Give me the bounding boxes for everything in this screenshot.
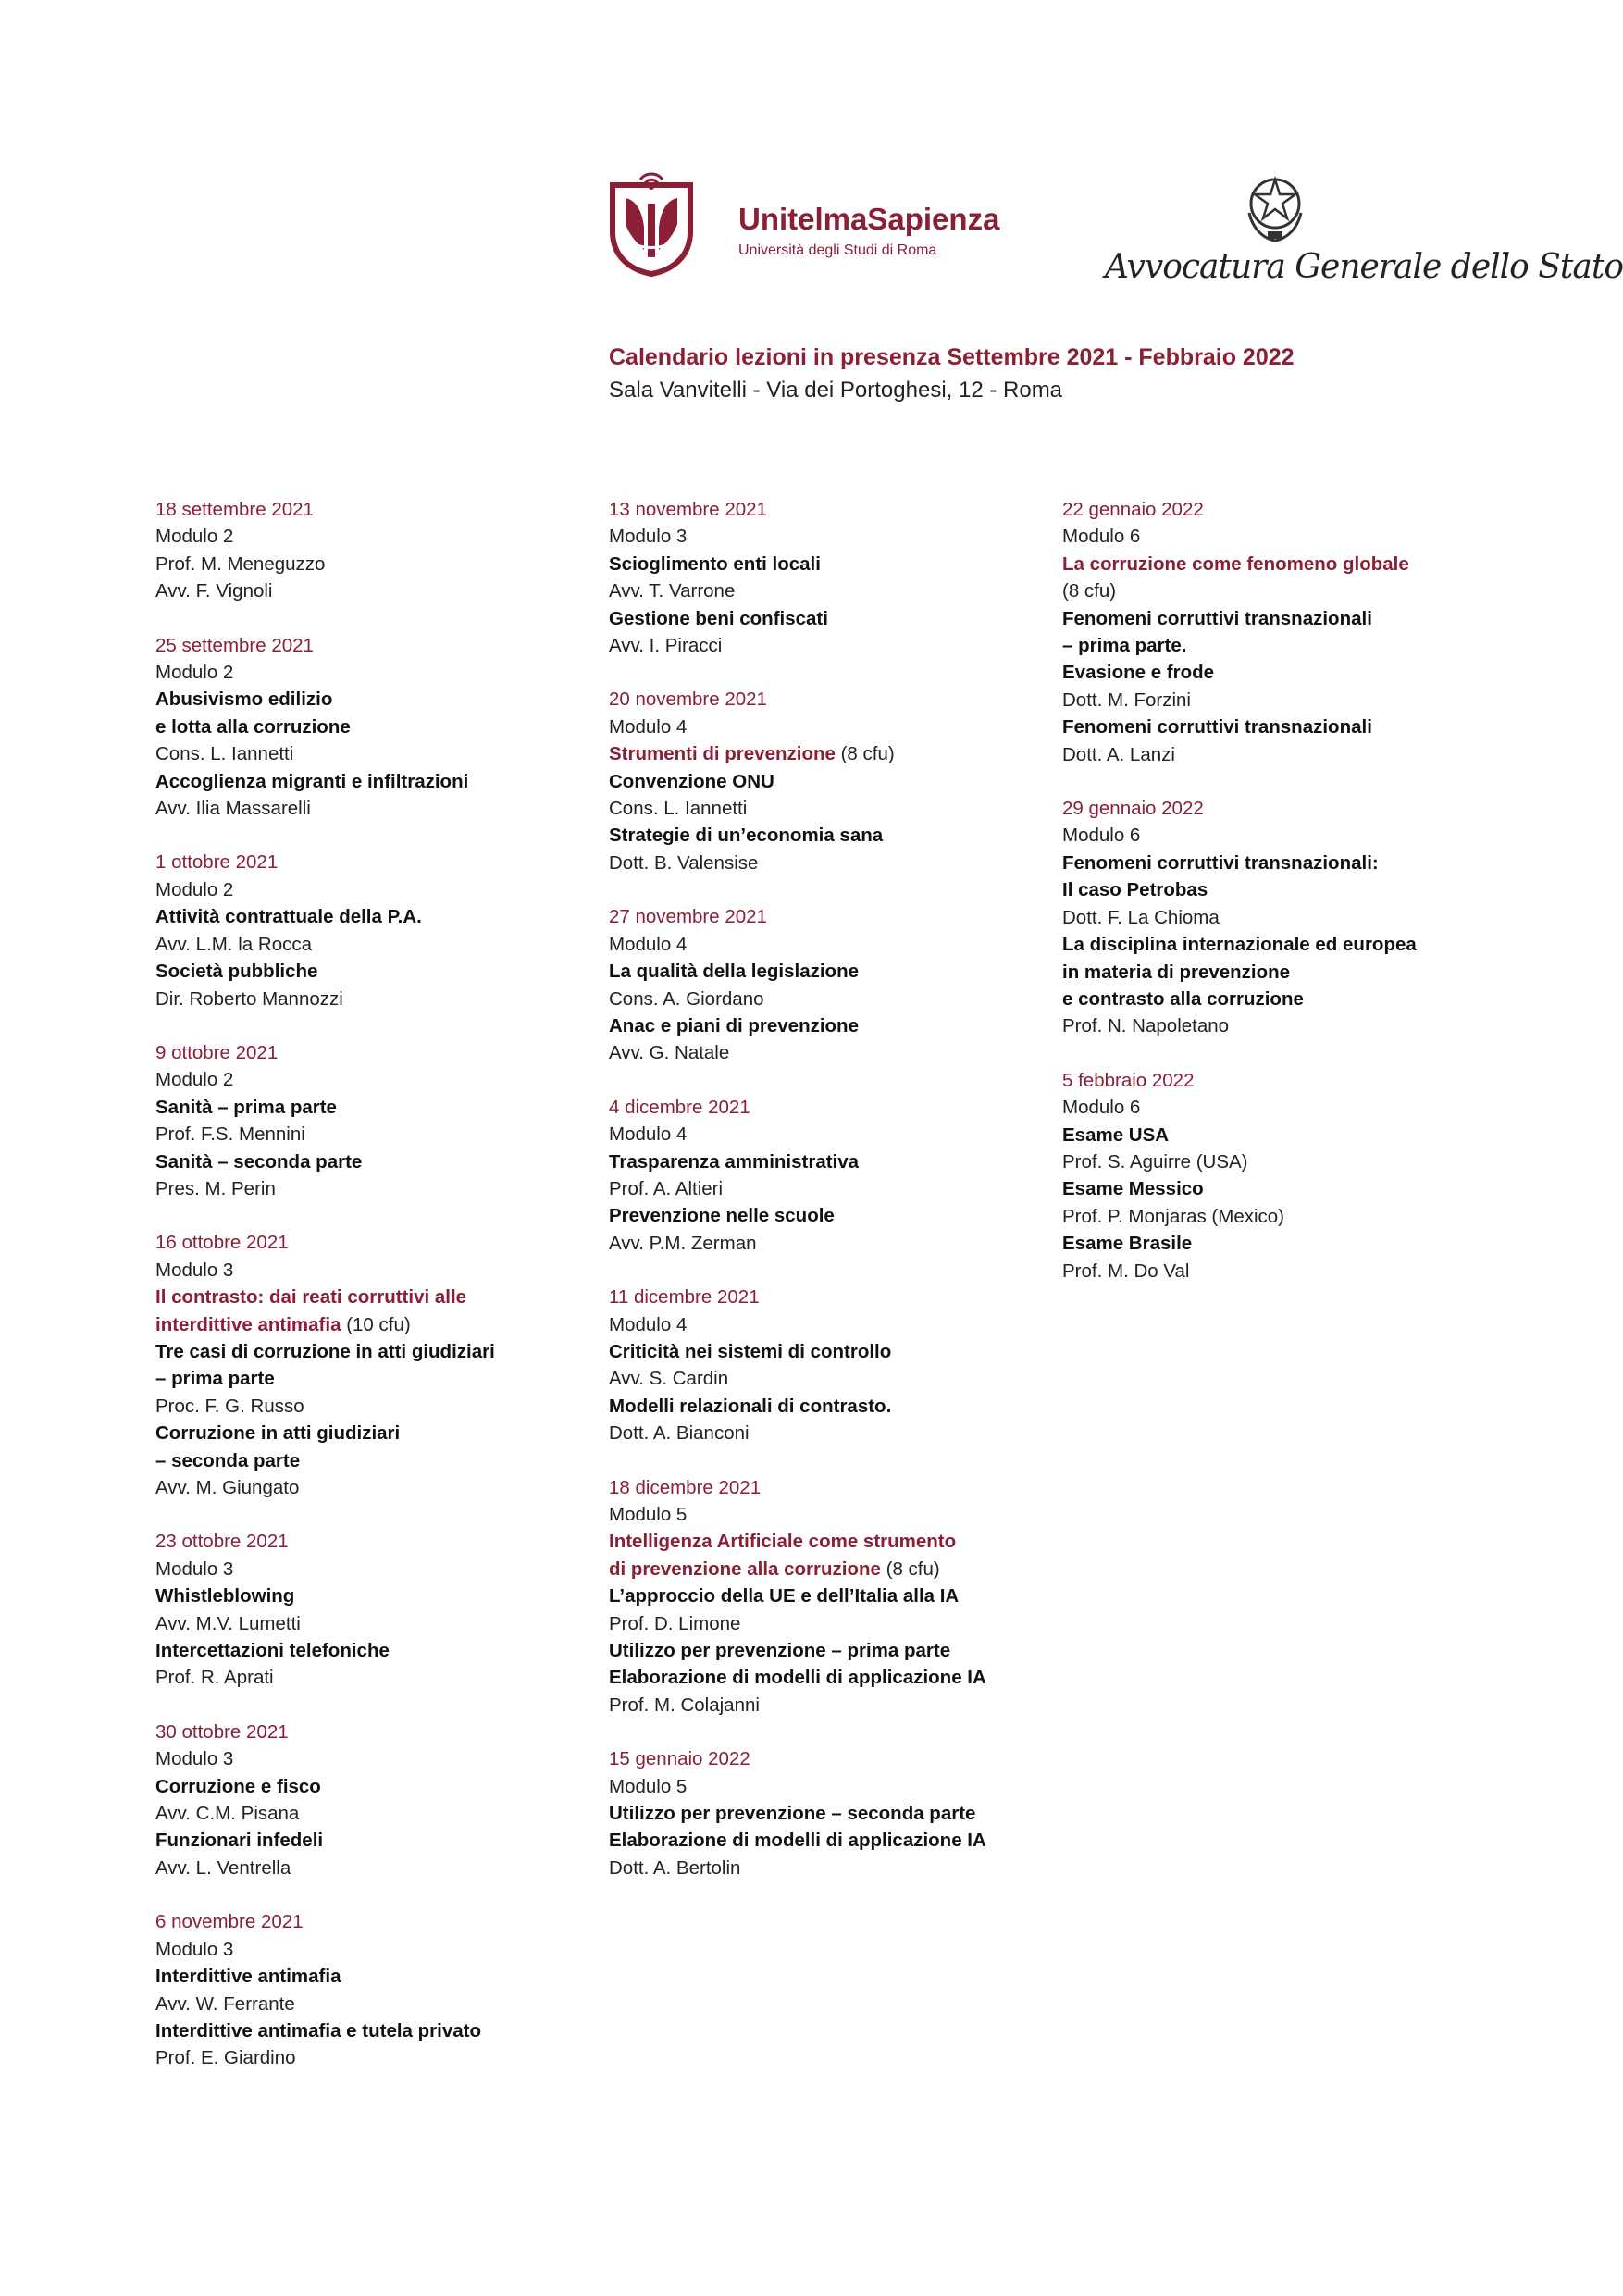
line-text: La disciplina internazionale ed europea [1062, 934, 1417, 956]
line-text: Modulo 2 [155, 1069, 234, 1091]
entry-detail [155, 523, 581, 550]
line-text: Abusivismo edilizio [155, 689, 333, 711]
line-text: Modulo 4 [609, 715, 688, 738]
line-text: Strumenti di prevenzione [609, 743, 836, 765]
lesson-title [1062, 931, 1488, 958]
line-text: Esame Brasile [1062, 1233, 1193, 1255]
lesson-title [609, 1393, 1035, 1420]
entry-detail [155, 876, 581, 903]
line-text: Esame USA [1062, 1123, 1170, 1146]
entry-detail [609, 795, 1035, 822]
line-text: – prima parte. [1062, 635, 1187, 657]
line-text: Intercettazioni telefoniche [155, 1640, 390, 1662]
schedule-entry [609, 1745, 1035, 1881]
line-text: Dott. A. Bertolin [609, 1856, 741, 1879]
line-text: Strategie di un’economia sana [609, 825, 884, 847]
shield-icon [605, 167, 698, 278]
lesson-title [155, 1420, 581, 1446]
module-title [609, 1556, 1035, 1582]
emblem-icon [1240, 167, 1310, 247]
lesson-title [1062, 1175, 1488, 1202]
entry-date: 9 ottobre 2021 [155, 1041, 279, 1063]
entry-detail [155, 1066, 581, 1093]
line-text: Società pubbliche [155, 961, 318, 983]
entry-date: 13 novembre 2021 [609, 499, 767, 520]
line-text: Modulo 2 [155, 526, 234, 548]
entry-detail [155, 1175, 581, 1202]
line-text: Trasparenza amministrativa [609, 1150, 860, 1173]
page-header [0, 0, 1623, 426]
line-text: Anac e piani di prevenzione [609, 1014, 859, 1036]
entry-detail [155, 1121, 581, 1148]
line-text: Modulo 3 [609, 526, 688, 548]
entry-date: 1 ottobre 2021 [155, 851, 279, 874]
schedule-column-1 [155, 496, 581, 2099]
module-title [155, 1311, 581, 1338]
schedule-entry [155, 496, 581, 605]
university-name: UnitelmaSapienza [738, 202, 1000, 236]
entry-detail [155, 931, 581, 958]
line-text: Modulo 5 [609, 1504, 688, 1525]
line-text: Prof. P. Monjaras (Mexico) [1062, 1205, 1285, 1227]
entry-detail [155, 1664, 581, 1691]
entry-detail [1062, 1203, 1488, 1230]
entry-detail [1062, 741, 1488, 768]
schedule-entry [609, 903, 1035, 1066]
entry-detail [155, 1610, 581, 1637]
page-subtitle: Sala Vanvitelli - Via dei Portoghesi, 12 - Roma [609, 378, 1063, 403]
entry-detail [1062, 904, 1488, 931]
entry-detail [609, 714, 1035, 740]
line-text: in materia di prevenzione [1062, 961, 1291, 983]
entry-detail [155, 1800, 581, 1827]
line-text: Fenomeni corruttivi transnazionali [1062, 716, 1372, 738]
entry-detail [155, 1257, 581, 1284]
entry-date: 15 gennaio 2022 [609, 1748, 750, 1770]
lesson-title [609, 1637, 1035, 1664]
entry-detail [609, 1610, 1035, 1637]
line-text: Corruzione in atti giudiziari [155, 1422, 401, 1445]
line-text: Avv. M.V. Lumetti [155, 1612, 301, 1634]
entry-date: 22 gennaio 2022 [1062, 499, 1204, 520]
entry-detail [609, 632, 1035, 659]
entry-detail [1062, 1258, 1488, 1285]
line-text: Prof. M. Do Val [1062, 1260, 1190, 1282]
entry-detail [155, 1393, 581, 1420]
schedule-entry [609, 1284, 1035, 1446]
entry-detail [609, 1420, 1035, 1446]
schedule-entry [155, 1719, 581, 1881]
module-title [609, 740, 1035, 767]
line-text: La corruzione come fenomeno globale [1062, 552, 1409, 575]
line-text: Avv. P.M. Zerman [609, 1232, 757, 1254]
line-text: Modulo 4 [609, 1123, 688, 1146]
line-text: Tre casi di corruzione in atti giudiziari [155, 1340, 495, 1362]
republic-emblem-icon [1240, 167, 1310, 242]
lesson-title [609, 1582, 1035, 1609]
schedule-entry [609, 1094, 1035, 1257]
entry-detail [155, 795, 581, 822]
lesson-title [609, 1148, 1035, 1175]
line-text: Interdittive antimafia [155, 1966, 341, 1988]
line-text: Avv. W. Ferrante [155, 1992, 295, 2015]
line-text: Prof. M. Colajanni [609, 1694, 760, 1716]
lesson-title [155, 686, 581, 713]
line-text: Prof. E. Giardino [155, 2047, 296, 2069]
entry-detail [609, 1773, 1035, 1800]
lesson-title [609, 1800, 1035, 1827]
entry-date: 11 dicembre 2021 [609, 1286, 760, 1309]
line-text: Elaborazione di modelli di applicazione IA [609, 1667, 986, 1689]
lesson-title [609, 1202, 1035, 1229]
schedule-entry [155, 1039, 581, 1202]
line-text: Cons. L. Iannetti [609, 798, 748, 820]
line-text: Utilizzo per prevenzione – seconda parte [609, 1803, 976, 1825]
line-text: Avv. G. Natale [609, 1042, 730, 1064]
line-text: Whistleblowing [155, 1585, 295, 1607]
lesson-title [155, 1365, 581, 1392]
entry-detail [155, 1991, 581, 2017]
entry-detail [609, 523, 1035, 550]
entry-detail [609, 1039, 1035, 1066]
module-title [1062, 551, 1488, 577]
line-text: Attività contrattuale della P.A. [155, 906, 422, 928]
entry-detail [609, 577, 1035, 604]
lesson-title [1062, 986, 1488, 1012]
entry-detail [609, 931, 1035, 958]
schedule-entry [155, 1528, 581, 1691]
entry-date: 5 febbraio 2022 [1062, 1069, 1195, 1091]
lesson-title [1062, 605, 1488, 632]
line-text: di prevenzione alla corruzione [609, 1558, 881, 1580]
line-text: Prof. R. Aprati [155, 1667, 274, 1689]
entry-date: 18 dicembre 2021 [609, 1476, 762, 1498]
entry-detail [1062, 577, 1488, 604]
entry-detail [1062, 1012, 1488, 1039]
schedule-entry [1062, 1067, 1488, 1285]
entry-date: 27 novembre 2021 [609, 906, 767, 928]
lesson-title [1062, 876, 1488, 903]
entry-detail [1062, 687, 1488, 714]
entry-date: 20 novembre 2021 [609, 689, 767, 711]
credits-label: (10 cfu) [341, 1313, 411, 1335]
entry-detail [155, 740, 581, 767]
lesson-title [155, 768, 581, 795]
line-text: Avv. L.M. la Rocca [155, 933, 312, 955]
line-text: Avv. T. Varrone [609, 580, 736, 602]
line-text: Modulo 3 [155, 1938, 234, 1960]
entry-detail [609, 1311, 1035, 1338]
lesson-title [609, 822, 1035, 849]
lesson-title [609, 1012, 1035, 1039]
line-text: Modulo 6 [1062, 526, 1141, 548]
line-text: Prof. M. Meneguzzo [155, 552, 326, 575]
entry-date: 18 settembre 2021 [155, 499, 314, 520]
lesson-title [1062, 1230, 1488, 1257]
line-text: Pres. M. Perin [155, 1177, 276, 1199]
line-text: Cons. A. Giordano [609, 987, 764, 1010]
lesson-title [1062, 632, 1488, 659]
schedule-entry [609, 496, 1035, 659]
line-text: Sanità – prima parte [155, 1096, 337, 1118]
line-text: Esame Messico [1062, 1178, 1204, 1200]
line-text: Modulo 4 [609, 933, 688, 955]
lesson-title [609, 605, 1035, 632]
entry-detail [609, 1230, 1035, 1257]
entry-detail [1062, 523, 1488, 550]
line-text: Avv. I. Piracci [609, 635, 723, 657]
entry-detail [155, 551, 581, 577]
line-text: Avv. L. Ventrella [155, 1856, 291, 1879]
lesson-title [155, 1963, 581, 1990]
line-text: Prevenzione nelle scuole [609, 1205, 835, 1227]
lesson-title [155, 1827, 581, 1854]
line-text: Fenomeni corruttivi transnazionali: [1062, 851, 1379, 874]
line-text: Sanità – seconda parte [155, 1150, 363, 1173]
schedule-entry [155, 1229, 581, 1501]
line-text: Prof. D. Limone [609, 1612, 741, 1634]
line-text: Avv. Ilia Massarelli [155, 798, 311, 820]
entry-detail [155, 2044, 581, 2071]
entry-date: 23 ottobre 2021 [155, 1531, 289, 1553]
entry-date: 25 settembre 2021 [155, 634, 314, 656]
entry-detail [1062, 1094, 1488, 1121]
line-text: Fenomeni corruttivi transnazionali [1062, 607, 1372, 629]
entry-detail [155, 1855, 581, 1881]
schedule-entry [155, 1908, 581, 2071]
partner-name: Avvocatura Generale dello Stato [1105, 248, 1623, 286]
line-text: Corruzione e fisco [155, 1775, 321, 1797]
line-text: Avv. S. Cardin [609, 1368, 729, 1390]
module-title [155, 1284, 581, 1310]
line-text: Il contrasto: dai reati corruttivi alle [155, 1286, 467, 1309]
entry-date: 6 novembre 2021 [155, 1911, 304, 1933]
lesson-title [609, 1664, 1035, 1691]
entry-detail [1062, 822, 1488, 849]
entry-detail [155, 659, 581, 686]
entry-detail [155, 1745, 581, 1772]
entry-date: 4 dicembre 2021 [609, 1096, 750, 1118]
schedule-entry [1062, 496, 1488, 768]
lesson-title [155, 1447, 581, 1474]
line-text: – seconda parte [155, 1449, 301, 1471]
entry-detail [609, 1365, 1035, 1392]
line-text: Gestione beni confiscati [609, 607, 828, 629]
schedule-entry [155, 632, 581, 823]
schedule-column-2 [609, 496, 1035, 1908]
line-text: Dir. Roberto Mannozzi [155, 987, 343, 1010]
lesson-title [609, 551, 1035, 577]
entry-detail [155, 577, 581, 604]
lesson-title [1062, 714, 1488, 740]
line-text: Evasione e frode [1062, 662, 1215, 684]
lesson-title [155, 903, 581, 930]
entry-detail [609, 1121, 1035, 1148]
line-text: Modulo 6 [1062, 1097, 1141, 1119]
lesson-title [609, 1827, 1035, 1854]
lesson-title [155, 1637, 581, 1664]
line-text: Elaborazione di modelli di applicazione IA [609, 1830, 986, 1852]
lesson-title [609, 958, 1035, 985]
lesson-title [155, 958, 581, 985]
credits-label: (8 cfu) [835, 743, 895, 765]
line-text: Interdittive antimafia e tutela privato [155, 2019, 481, 2042]
line-text: Modulo 6 [1062, 825, 1141, 847]
line-text: Modulo 4 [609, 1313, 688, 1335]
lesson-title [609, 768, 1035, 795]
entry-detail [1062, 1148, 1488, 1175]
line-text: Modelli relazionali di contrasto. [609, 1395, 892, 1417]
line-text: Criticità nei sistemi di controllo [609, 1340, 892, 1362]
line-text: Dott. B. Valensise [609, 851, 759, 874]
line-text: Dott. F. La Chioma [1062, 906, 1220, 928]
lesson-title [155, 1148, 581, 1175]
lesson-title [609, 1338, 1035, 1365]
line-text: Prof. S. Aguirre (USA) [1062, 1150, 1248, 1173]
entry-detail [155, 1556, 581, 1582]
line-text: Modulo 2 [155, 878, 234, 900]
entry-detail [609, 1175, 1035, 1202]
entry-detail [155, 1474, 581, 1501]
line-text: Modulo 5 [609, 1775, 688, 1797]
line-text: – prima parte [155, 1368, 275, 1390]
line-text: interdittive antimafia [155, 1313, 341, 1335]
lesson-title [155, 1773, 581, 1800]
line-text: Modulo 2 [155, 662, 234, 684]
line-text: Avv. F. Vignoli [155, 580, 273, 602]
entry-detail [609, 1692, 1035, 1719]
lesson-title [155, 714, 581, 740]
line-text: Prof. N. Napoletano [1062, 1015, 1230, 1037]
entry-detail [609, 1501, 1035, 1528]
schedule-column-3 [1062, 496, 1488, 1311]
line-text: e lotta alla corruzione [155, 715, 351, 738]
line-text: Utilizzo per prevenzione – prima parte [609, 1640, 951, 1662]
line-text: Avv. C.M. Pisana [155, 1803, 300, 1825]
lesson-title [1062, 850, 1488, 876]
credits-label: (8 cfu) [880, 1558, 940, 1580]
line-text: Convenzione ONU [609, 770, 774, 792]
line-text: Il caso Petrobas [1062, 879, 1208, 901]
line-text: e contrasto alla corruzione [1062, 987, 1304, 1010]
line-text: Prof. F.S. Mennini [155, 1123, 305, 1146]
page-title: Calendario lezioni in presenza Settembre 2021 - Febbraio 2022 [609, 344, 1295, 370]
entry-detail [609, 986, 1035, 1012]
entry-detail [155, 1936, 581, 1963]
lesson-title [155, 1338, 581, 1365]
lesson-title [1062, 959, 1488, 986]
entry-detail [155, 986, 581, 1012]
line-text: Proc. F. G. Russo [155, 1395, 304, 1417]
entry-detail [609, 1855, 1035, 1881]
entry-date: 16 ottobre 2021 [155, 1232, 289, 1254]
unitelma-logo-icon [605, 167, 698, 282]
line-text: Dott. M. Forzini [1062, 689, 1191, 711]
line-text: Avv. M. Giungato [155, 1477, 300, 1498]
entry-date: 29 gennaio 2022 [1062, 798, 1204, 820]
schedule-entry [1062, 795, 1488, 1040]
line-text: Dott. A. Bianconi [609, 1422, 750, 1445]
line-text: La qualità della legislazione [609, 961, 859, 983]
lesson-title [1062, 659, 1488, 686]
line-text: (8 cfu) [1062, 580, 1117, 602]
line-text: Accoglienza migranti e infiltrazioni [155, 770, 469, 792]
entry-date: 30 ottobre 2021 [155, 1720, 289, 1743]
university-subtitle: Università degli Studi di Roma [738, 242, 937, 258]
schedule-entry [155, 849, 581, 1011]
schedule-entry [609, 686, 1035, 876]
line-text: Modulo 3 [155, 1558, 234, 1580]
line-text: Funzionari infedeli [155, 1830, 324, 1852]
module-title [609, 1528, 1035, 1555]
line-text: Modulo 3 [155, 1748, 234, 1770]
entry-detail [609, 850, 1035, 876]
line-text: Dott. A. Lanzi [1062, 743, 1175, 765]
schedule-entry [609, 1474, 1035, 1719]
lesson-title [155, 1582, 581, 1609]
line-text: Prof. A. Altieri [609, 1177, 724, 1199]
line-text: Modulo 3 [155, 1259, 234, 1281]
lesson-title [155, 2017, 581, 2044]
line-text: L’approccio della UE e dell’Italia alla IA [609, 1585, 960, 1607]
line-text: Intelligenza Artificiale come strumento [609, 1531, 957, 1553]
line-text: Cons. L. Iannetti [155, 743, 294, 765]
line-text: Scioglimento enti locali [609, 552, 821, 575]
lesson-title [1062, 1122, 1488, 1148]
lesson-title [155, 1094, 581, 1121]
